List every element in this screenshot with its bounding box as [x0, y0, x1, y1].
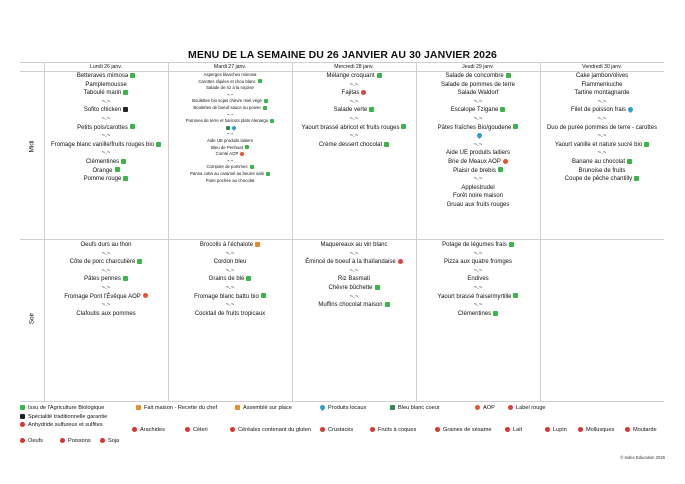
bio-label-icon	[509, 242, 514, 247]
allergen-icon	[320, 427, 325, 432]
bio-label-icon	[156, 142, 161, 147]
menu-item: Cocktail de fruits tropicaux	[194, 310, 266, 317]
legend-item: Produits locaux	[320, 404, 366, 413]
allergen-item: Lait	[505, 426, 522, 435]
course-separator: ~.~	[473, 302, 483, 309]
bio-label-icon	[375, 285, 380, 290]
bio-label-icon	[634, 176, 639, 181]
bio-label-icon	[246, 276, 251, 281]
menu-item: Betteraves mimosa	[46, 72, 166, 81]
course-separator: ~.~	[226, 131, 234, 137]
bbc-label-icon	[226, 126, 230, 130]
menu-item	[170, 125, 290, 132]
menu-item: Fromage blanc vanille/fruits rouges bio	[46, 141, 166, 150]
menu-item: Fajitas	[294, 89, 414, 98]
menu-item: Boulettes de boeuf sauce au poivre	[170, 105, 290, 112]
menu-item: Aide UE produits laitiers	[207, 137, 253, 143]
allergen-icon	[132, 427, 137, 432]
course-separator: ~.~	[349, 115, 359, 122]
st-label-icon	[123, 107, 128, 112]
allergen-item: Oeufs	[20, 437, 43, 446]
menu-item: Crème dessert chocolat	[294, 141, 414, 150]
menu-item: Gruau aux fruits rouges	[446, 201, 510, 208]
menu-item: Taboulé marin	[46, 89, 166, 98]
menu-item: Grains de blé	[170, 275, 290, 284]
allergen-item: Céleri	[185, 426, 208, 435]
menu-item: Chèvre bûchette	[294, 284, 414, 293]
course-separator: ~.~	[473, 267, 483, 274]
bio-label-icon	[123, 276, 128, 281]
course-separator: ~.~	[349, 133, 359, 140]
menu-item: Muffins chocolat maison	[294, 301, 414, 310]
pl-label-icon	[475, 132, 482, 139]
menu-item: Flammenkuche	[581, 81, 623, 88]
fm-legend-icon	[235, 405, 240, 410]
menu-item: Salade de concombre	[418, 72, 538, 81]
menu-item: Émincé de boeuf à la thaïlandaise	[294, 258, 414, 267]
course-separator: ~.~	[225, 250, 235, 257]
course-separator: ~.~	[473, 141, 483, 148]
bio-label-icon	[384, 142, 389, 147]
allergen-item: Moutarde	[625, 426, 657, 435]
menu-item: Comté AOP	[170, 151, 290, 158]
allergen-icon	[370, 427, 375, 432]
aop-legend-icon	[475, 405, 480, 410]
menu-item: Côte de porc charcutière	[46, 258, 166, 267]
menu-item: Sofito chicken	[46, 106, 166, 115]
course-separator: ~.~	[101, 98, 111, 105]
allergen-item: Crustacés	[320, 426, 353, 435]
day-header-monday: Lundi 26 janv.	[90, 64, 122, 70]
menu-cell-midi-wednesday	[294, 72, 414, 238]
fm-label-icon	[255, 242, 260, 247]
menu-item: Pizza aux quatre fromges	[443, 259, 513, 266]
bio-label-icon	[264, 99, 268, 103]
menu-item: Clafoutis aux pommes	[76, 310, 136, 317]
menu-item: Pommes de terre et haricots plats Alenargo	[170, 118, 290, 125]
pl-label-icon	[231, 125, 237, 131]
course-separator: ~.~	[597, 150, 607, 157]
course-separator: ~.~	[225, 267, 235, 274]
allergen-item: Lupin	[545, 426, 567, 435]
course-separator: ~.~	[349, 98, 359, 105]
course-separator: ~.~	[349, 293, 359, 300]
bio-label-icon	[130, 124, 135, 129]
menu-cell-soir-wednesday	[294, 241, 414, 399]
menu-item: Aide UE produits laitiers	[445, 150, 511, 157]
menu-item: Coupe de pêche chantilly	[542, 175, 662, 184]
course-separator: ~.~	[226, 157, 234, 163]
legend-item: Spécialité traditionnelle garantie	[20, 413, 107, 422]
allergen-icon	[230, 427, 235, 432]
menu-item: Poire pochée au chocolat	[205, 177, 255, 183]
bio-legend-icon	[20, 405, 25, 410]
course-separator: ~.~	[473, 98, 483, 105]
row-label-midi: Midi	[28, 140, 36, 153]
menu-cell-midi-thursday	[418, 72, 538, 238]
legend-item: Fait maison - Recette du chef	[136, 404, 217, 413]
allergen-item: Mollusques	[578, 426, 614, 435]
bio-label-icon	[121, 159, 126, 164]
menu-item: Salade verte	[294, 106, 414, 115]
menu-item: Cake jambon/olives	[575, 73, 629, 79]
day-header-wednesday: Mercredi 28 janv.	[334, 64, 374, 70]
aop-label-icon	[503, 159, 508, 164]
menu-item: Filet de poisson frais	[542, 106, 662, 115]
menu-item: Duo de purée pommes de terre - carottes	[546, 124, 658, 131]
course-separator: ~.~	[349, 81, 359, 88]
bio-label-icon	[270, 119, 274, 123]
bio-label-icon	[115, 167, 120, 172]
fm-legend-icon	[136, 405, 141, 410]
course-separator: ~.~	[473, 115, 483, 122]
bio-label-icon	[258, 79, 262, 83]
allergen-icon	[505, 427, 510, 432]
allergen-item: Arachides	[132, 426, 165, 435]
allergen-icon	[185, 427, 190, 432]
allergen-item: Céréales contenant du gluten	[230, 426, 311, 435]
course-separator: ~.~	[349, 267, 359, 274]
course-separator: ~.~	[473, 176, 483, 183]
allergen-item: Poissons	[60, 437, 91, 446]
menu-cell-midi-monday	[46, 72, 166, 238]
allergen-icon	[100, 438, 105, 443]
course-separator: ~.~	[101, 250, 111, 257]
menu-grid	[20, 62, 664, 402]
legend-item: AOP	[475, 404, 495, 413]
allergen-icon	[578, 427, 583, 432]
menu-item: Pâtes fraîches Bio/goudene	[418, 124, 538, 133]
bio-label-icon	[263, 106, 267, 110]
course-separator: ~.~	[101, 302, 111, 309]
menu-item: Escalope Tzigane	[418, 106, 538, 115]
bio-label-icon	[506, 73, 511, 78]
menu-item: Compote de pommes	[170, 164, 290, 171]
allergen-item: Fruits à coques	[370, 426, 416, 435]
menu-cell-midi-tuesday	[170, 72, 290, 238]
menu-item: Bleu de Penhoat	[170, 145, 290, 152]
menu-item	[418, 132, 538, 141]
day-header-tuesday: Mardi 27 janv.	[213, 64, 247, 70]
menu-item: Plaisir de brebis	[418, 167, 538, 176]
allergen-item: Soja	[100, 437, 119, 446]
legend	[20, 404, 665, 454]
menu-item: Fromage Pont l'Évêque AOP	[46, 293, 166, 302]
bio-label-icon	[627, 159, 632, 164]
bio-label-icon	[498, 167, 503, 172]
menu-item: Fromage blanc battu bio	[170, 293, 290, 302]
lr-label-icon	[361, 90, 366, 95]
pl-label-icon	[627, 106, 634, 113]
st-legend-icon	[20, 414, 25, 419]
menu-item: Brocolis à l'échalote	[170, 241, 290, 250]
menu-item: Boulettes bio sojas chèvre miel végé	[170, 98, 290, 105]
menu-item: Yaourt vanille et nature sucré bio	[542, 141, 662, 150]
menu-cell-soir-tuesday	[170, 241, 290, 399]
menu-item: Brunoise de fruits	[578, 167, 626, 174]
course-separator: ~.~	[473, 284, 483, 291]
menu-item: Pomme rouge	[46, 175, 166, 184]
day-header-friday: Vendredi 30 janv.	[582, 64, 622, 70]
menu-item: Yaourt brassé abricot et fruits rouges	[294, 124, 414, 133]
course-separator: ~.~	[226, 111, 234, 117]
lr-legend-icon	[508, 405, 513, 410]
course-separator: ~.~	[101, 133, 111, 140]
aop-label-icon	[240, 152, 244, 156]
aop-label-icon	[143, 293, 148, 298]
menu-item: Endives	[467, 276, 489, 283]
bbc-legend-icon	[390, 405, 395, 410]
bio-label-icon	[377, 73, 382, 78]
pl-legend-icon	[319, 404, 326, 411]
allergen-item: Anhydride sulfureux et sulfites	[20, 421, 103, 430]
menu-item: Cordon bleu	[213, 259, 247, 266]
bio-label-icon	[137, 259, 142, 264]
bio-label-icon	[123, 90, 128, 95]
course-separator: ~.~	[597, 98, 607, 105]
menu-item: Mélange croquant	[294, 72, 414, 81]
allergen-icon	[435, 427, 440, 432]
menu-cell-midi-friday	[542, 72, 662, 238]
course-separator: ~.~	[225, 284, 235, 291]
menu-item: Carottes râpées et chou blanc	[170, 79, 290, 86]
menu-item: Tartine montagnarde	[574, 90, 630, 97]
bio-label-icon	[369, 107, 374, 112]
menu-item: Clémentines	[418, 310, 538, 319]
menu-item: Maquereaux au vin blanc	[320, 242, 388, 248]
course-separator: ~.~	[226, 91, 234, 97]
course-separator: ~.~	[101, 284, 111, 291]
bio-label-icon	[250, 165, 254, 169]
bio-label-icon	[513, 293, 518, 298]
bio-label-icon	[261, 293, 266, 298]
bio-label-icon	[245, 145, 249, 149]
bio-label-icon	[644, 142, 649, 147]
menu-item: Orange	[46, 167, 166, 176]
legend-item: Issu de l'Agriculture Biologique	[20, 404, 104, 413]
copyright: © Index Education 2026	[620, 455, 665, 460]
menu-cell-soir-friday	[542, 241, 662, 399]
bio-label-icon	[130, 73, 135, 78]
row-label-soir: Soir	[28, 312, 36, 325]
bio-label-icon	[123, 176, 128, 181]
menu-item: Asperges blanches mimosa	[203, 72, 257, 77]
allergen-icon	[20, 438, 25, 443]
menu-item: Applestrudel	[461, 184, 495, 191]
menu-cell-soir-thursday	[418, 241, 538, 399]
allergen-item: Graines de sésame	[435, 426, 492, 435]
course-separator: ~.~	[101, 150, 111, 157]
course-separator: ~.~	[349, 250, 359, 257]
bio-label-icon	[385, 302, 390, 307]
bio-label-icon	[513, 124, 518, 129]
menu-item: Forêt noire maison	[452, 193, 504, 200]
menu-item: Brie de Meaux AOP	[418, 158, 538, 167]
menu-item: Oeufs durs au thon	[80, 242, 132, 248]
menu-item: Pâtes pennes	[46, 275, 166, 284]
legend-item: Bleu blanc coeur	[390, 404, 440, 413]
menu-item: Petits pois/carottes	[46, 124, 166, 133]
course-separator: ~.~	[597, 115, 607, 122]
allergen-icon	[20, 422, 25, 427]
menu-item: Salade Waldorf	[457, 90, 499, 97]
menu-item: Potage de légumes frais	[418, 241, 538, 250]
menu-cell-soir-monday	[46, 241, 166, 399]
menu-item: Pamplemousse	[85, 81, 127, 88]
course-separator: ~.~	[225, 302, 235, 309]
legend-item: Label rouge	[508, 404, 546, 413]
menu-item: Riz Basmati	[337, 276, 370, 283]
menu-title: MENU DE LA SEMAINE DU 26 JANVIER AU 30 JANVIER 2026	[188, 49, 497, 61]
allergen-icon	[545, 427, 550, 432]
allergen-icon	[625, 427, 630, 432]
menu-item: Clémentines	[46, 158, 166, 167]
bio-label-icon	[500, 107, 505, 112]
course-separator: ~.~	[473, 250, 483, 257]
bio-label-icon	[266, 172, 270, 176]
menu-item: Panna cotta au caramel au beurre salé	[170, 171, 290, 178]
legend-item: Assemblé sur place	[235, 404, 292, 413]
menu-item: Banane au chocolat	[542, 158, 662, 167]
menu-item: Salade de riz à la niçoise	[206, 85, 254, 91]
course-separator: ~.~	[101, 115, 111, 122]
allergen-icon	[60, 438, 65, 443]
menu-item: Yaourt brassé fraise/myrtille	[418, 293, 538, 302]
bio-label-icon	[493, 311, 498, 316]
course-separator: ~.~	[101, 267, 111, 274]
day-header-thursday: Jeudi 29 janv.	[462, 64, 494, 70]
course-separator: ~.~	[597, 133, 607, 140]
menu-item: Salade de pommes de terre	[440, 81, 516, 88]
lr-label-icon	[398, 259, 403, 264]
bio-label-icon	[401, 124, 406, 129]
